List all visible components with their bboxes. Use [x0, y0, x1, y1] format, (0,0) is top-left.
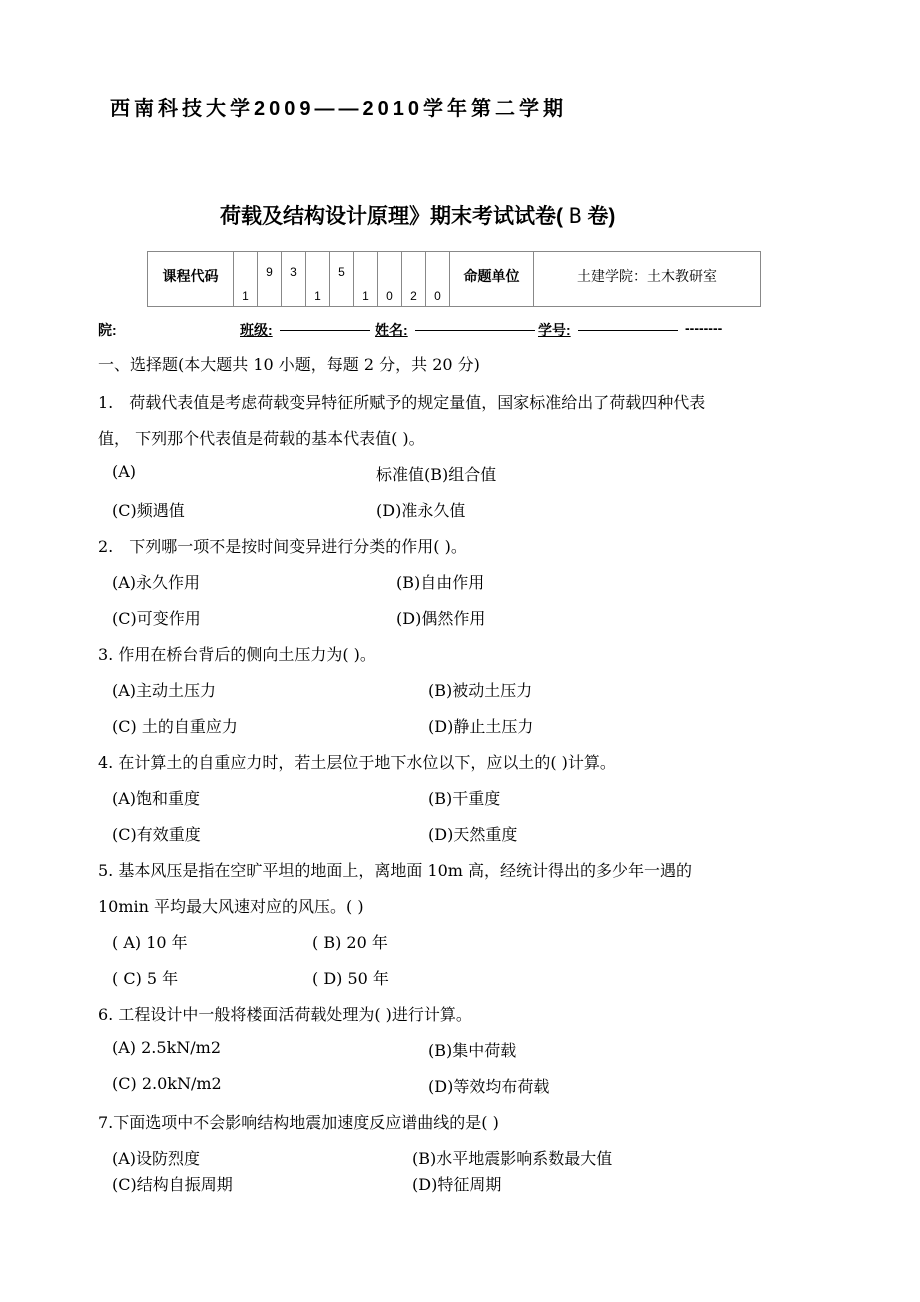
question-2: 2. 下列哪一项不是按时间变异进行分类的作用( )。	[98, 537, 467, 556]
question-5-line1: 5. 基本风压是指在空旷平坦的地面上，离地面 10m 高，经统计得出的多少年一遇的	[98, 861, 693, 880]
option-6b: (B)集中荷载	[428, 1041, 517, 1060]
option-3b: (B)被动土压力	[428, 681, 533, 700]
option-3d: (D)静止土压力	[428, 717, 534, 736]
student-id-underline	[578, 330, 678, 331]
course-code-digit: 2	[402, 252, 426, 307]
course-code-digit: 5	[330, 252, 354, 307]
option-3c: (C) 土的自重应力	[112, 717, 238, 736]
option-4a: (A)饱和重度	[112, 789, 201, 808]
option-2b: (B)自由作用	[396, 573, 485, 592]
exam-title-text: 荷载及结构设计原理》期末考试试卷(	[220, 205, 563, 228]
course-code-digit: 3	[282, 252, 306, 307]
course-code-digit: 1	[354, 252, 378, 307]
exam-title-end: 卷)	[587, 205, 616, 228]
option-4d: (D)天然重度	[428, 825, 518, 844]
course-code-label: 课程代码	[148, 252, 234, 307]
unit-value: 土建学院：土木教研室	[534, 252, 761, 307]
option-2c: (C)可变作用	[112, 609, 201, 628]
trailing-dashes: --------	[685, 320, 723, 336]
student-id-field-label	[538, 320, 571, 340]
question-5-line2: 10min 平均最大风速对应的风压。( )	[98, 897, 364, 916]
college-field-label: 院:	[98, 322, 117, 338]
course-code-digit: 9	[258, 252, 282, 307]
class-field-label	[240, 320, 273, 340]
unit-label: 命题单位	[450, 252, 534, 307]
name-underline	[415, 330, 535, 331]
option-5c: ( C) 5 年	[112, 969, 179, 988]
course-code-digit: 1	[234, 252, 258, 307]
paper-code: B	[568, 204, 582, 228]
option-2a: (A)永久作用	[112, 573, 201, 592]
option-5b: ( B) 20 年	[312, 933, 388, 952]
question-1-line1: 1. 荷载代表值是考虑荷载变异特征所赋予的规定量值，国家标准给出了荷载四种代表	[98, 393, 706, 412]
course-code-digit: 0	[378, 252, 402, 307]
option-3a: (A)主动土压力	[112, 681, 217, 700]
option-1a-1b: 标准值(B)组合值	[376, 465, 497, 484]
name-label: 姓名:	[375, 322, 408, 338]
course-code-digit: 1	[306, 252, 330, 307]
exam-title	[220, 200, 615, 230]
question-6: 6. 工程设计中一般将楼面活荷载处理为( )进行计算。	[98, 1005, 472, 1024]
student-id-label: 学号:	[538, 322, 571, 338]
option-6d: (D)等效均布荷载	[428, 1077, 550, 1096]
course-info-table	[147, 251, 761, 307]
option-1d: (D)准永久值	[376, 501, 466, 520]
class-label: 班级:	[240, 322, 273, 338]
option-5d: ( D) 50 年	[312, 969, 389, 988]
option-1c: (C)频遇值	[112, 501, 185, 520]
section-title: 一、选择题(本大题共 10 小题，每题 2 分，共 20 分)	[98, 355, 480, 374]
option-7a: (A)设防烈度	[112, 1149, 201, 1168]
question-3: 3. 作用在桥台背后的侧向土压力为( )。	[98, 645, 376, 664]
option-4c: (C)有效重度	[112, 825, 201, 844]
option-2d: (D)偶然作用	[396, 609, 486, 628]
option-5a: ( A) 10 年	[112, 933, 188, 952]
question-7: 7.下面选项中不会影响结构地震加速度反应谱曲线的是( )	[98, 1113, 499, 1132]
class-underline	[280, 330, 370, 331]
course-code-digit: 0	[426, 252, 450, 307]
option-7b: (B)水平地震影响系数最大值	[412, 1149, 613, 1168]
name-field-label	[375, 320, 408, 340]
option-6c: (C) 2.0kN/m2	[112, 1074, 222, 1093]
question-1-line2: 值， 下列那个代表值是荷载的基本代表值( )。	[98, 429, 425, 448]
option-7c: (C)结构自振周期	[112, 1175, 233, 1194]
option-6a: (A) 2.5kN/m2	[112, 1038, 222, 1057]
option-7d: (D)特征周期	[412, 1175, 502, 1194]
university-term-heading: 西南科技大学2009——2010学年第二学期	[110, 98, 567, 120]
question-4: 4. 在计算土的自重应力时，若土层位于地下水位以下，应以土的( )计算。	[98, 753, 616, 772]
option-4b: (B)干重度	[428, 789, 501, 808]
option-1a: (A)	[112, 462, 137, 481]
